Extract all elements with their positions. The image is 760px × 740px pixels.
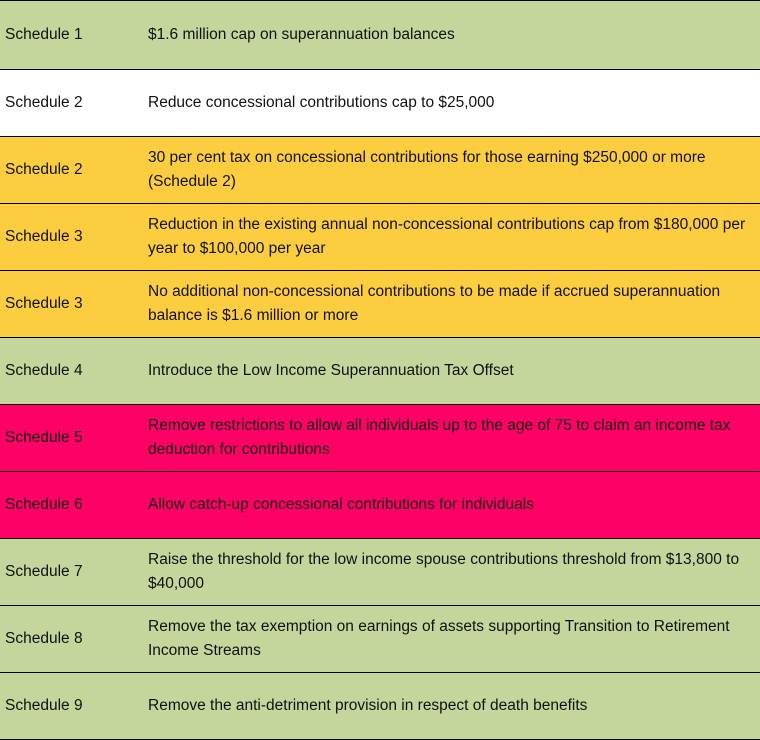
table-row bbox=[0, 606, 760, 673]
table-row bbox=[0, 405, 760, 472]
table-row bbox=[0, 137, 760, 204]
table-row bbox=[0, 539, 760, 606]
schedule-label: Schedule 2 bbox=[0, 70, 143, 137]
schedule-label: Schedule 4 bbox=[0, 338, 143, 405]
schedule-description: Remove restrictions to allow all individuals up to the age of 75 to claim an income tax deduction for contributions bbox=[143, 405, 760, 472]
schedule-label: Schedule 2 bbox=[0, 137, 143, 204]
schedule-description: Remove the tax exemption on earnings of assets supporting Transition to Retirement Income Streams bbox=[143, 606, 760, 673]
schedule-description: Introduce the Low Income Superannuation Tax Offset bbox=[143, 338, 760, 405]
schedule-label: Schedule 5 bbox=[0, 405, 143, 472]
schedule-label: Schedule 6 bbox=[0, 472, 143, 539]
table-row bbox=[0, 1, 760, 70]
table-row bbox=[0, 673, 760, 740]
table-row bbox=[0, 70, 760, 137]
table-row bbox=[0, 204, 760, 271]
schedule-description: No additional non-concessional contributions to be made if accrued superannuation balance is $1.6 million or more bbox=[143, 271, 760, 338]
table-row bbox=[0, 271, 760, 338]
schedule-label: Schedule 3 bbox=[0, 271, 143, 338]
schedule-description: Remove the anti-detriment provision in respect of death benefits bbox=[143, 673, 760, 740]
schedule-label: Schedule 7 bbox=[0, 539, 143, 606]
schedule-description: Reduction in the existing annual non-concessional contributions cap from $180,000 per year to $100,000 per year bbox=[143, 204, 760, 271]
schedule-description: Reduce concessional contributions cap to $25,000 bbox=[143, 70, 760, 137]
schedule-description: Raise the threshold for the low income spouse contributions threshold from $13,800 to $40,000 bbox=[143, 539, 760, 606]
table-row bbox=[0, 338, 760, 405]
schedule-label: Schedule 3 bbox=[0, 204, 143, 271]
schedule-description: 30 per cent tax on concessional contributions for those earning $250,000 or more (Schedule 2) bbox=[143, 137, 760, 204]
schedule-description: $1.6 million cap on superannuation balances bbox=[143, 1, 760, 70]
table-row bbox=[0, 472, 760, 539]
schedule-description: Allow catch-up concessional contributions for individuals bbox=[143, 472, 760, 539]
schedule-label: Schedule 8 bbox=[0, 606, 143, 673]
schedule-label: Schedule 1 bbox=[0, 1, 143, 70]
schedule-label: Schedule 9 bbox=[0, 673, 143, 740]
